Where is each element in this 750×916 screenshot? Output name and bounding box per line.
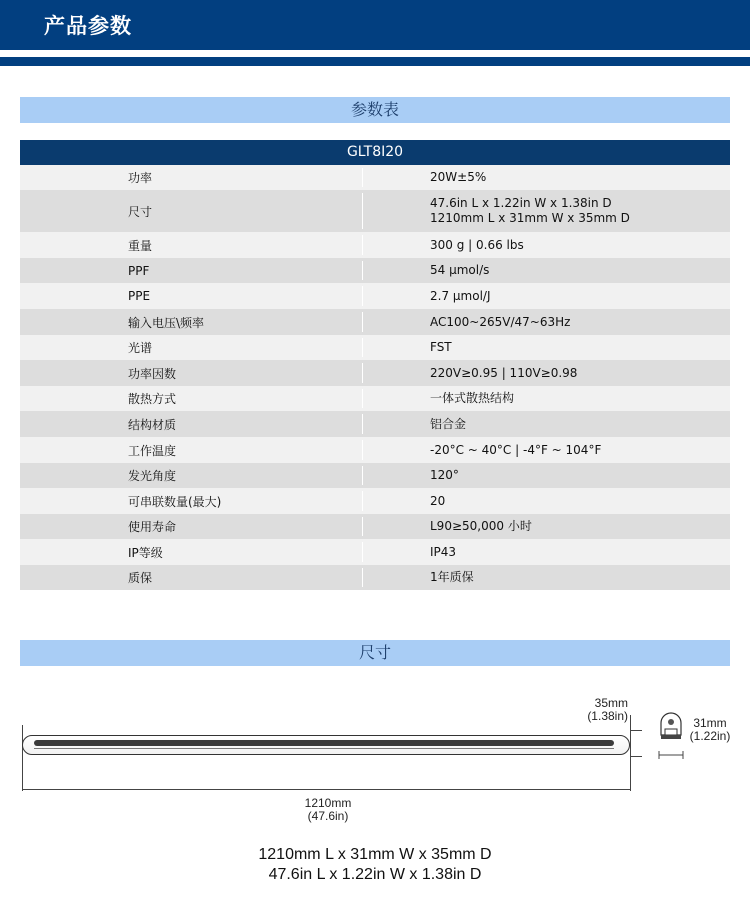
spec-value-line: IP43	[430, 544, 457, 559]
spec-row	[20, 437, 730, 463]
column-separator	[362, 568, 363, 587]
spec-rows	[20, 165, 730, 590]
spec-value	[430, 386, 514, 411]
spec-value-line: 300 g | 0.66 lbs	[430, 237, 524, 252]
spec-value-line: FST	[430, 340, 452, 354]
spec-value-line: 20W±5%	[430, 170, 487, 184]
spec-label: 光谱	[128, 341, 153, 355]
spec-row	[20, 335, 730, 360]
spec-label: PPE	[128, 289, 151, 303]
spec-value	[430, 463, 459, 488]
spec-row	[20, 411, 730, 437]
depth-label: 35mm (1.38in)	[587, 696, 628, 723]
spec-value	[430, 514, 532, 539]
spec-row	[20, 360, 730, 386]
page-header	[0, 0, 750, 50]
column-separator	[362, 466, 363, 485]
right-extension-line	[630, 715, 631, 791]
length-label: 1210mm (47.6in)	[304, 796, 352, 823]
spec-value	[430, 283, 490, 309]
spec-label: 功率	[128, 171, 153, 185]
page-title: 产品参数	[44, 14, 132, 38]
dimension-section-title: 尺寸	[20, 640, 730, 666]
spec-label: 功率因数	[128, 366, 177, 381]
tube-cross-section-icon	[655, 705, 687, 761]
spec-row	[20, 488, 730, 514]
spec-row	[20, 386, 730, 411]
tube-edge-line	[34, 748, 614, 749]
header-divider	[0, 57, 750, 66]
spec-value-line: 一体式散热结构	[430, 391, 515, 405]
depth-tick-top	[630, 730, 642, 731]
spec-value	[430, 437, 601, 463]
spec-label: 质保	[128, 571, 153, 585]
spec-table	[20, 140, 730, 590]
column-separator	[362, 235, 363, 255]
spec-value-line: AC100~265V/47~63Hz	[430, 314, 571, 329]
spec-row	[20, 165, 730, 190]
spec-row	[20, 539, 730, 565]
spec-row	[20, 283, 730, 309]
spec-value	[430, 232, 524, 258]
spec-value-line: 220V≥0.95 | 110V≥0.98	[430, 365, 578, 380]
left-extension-line	[22, 725, 23, 791]
spec-row	[20, 514, 730, 539]
spec-label: 重量	[128, 238, 153, 253]
spec-label: 结构材质	[128, 417, 177, 432]
spec-label: 使用寿命	[128, 520, 177, 534]
spec-value-line: 47.6in L x 1.22in W x 1.38in D	[430, 196, 612, 210]
spec-table-model: GLT8I20	[20, 140, 730, 165]
spec-value-line: L90≥50,000 小时	[430, 519, 532, 533]
column-separator	[362, 286, 363, 306]
spec-value	[430, 565, 474, 590]
column-separator	[362, 542, 363, 562]
spec-value	[430, 309, 570, 335]
spec-value	[430, 539, 456, 565]
spec-row	[20, 232, 730, 258]
spec-value-line: 1210mm L x 31mm W x 35mm D	[430, 211, 630, 225]
depth-tick-bottom	[630, 756, 642, 757]
spec-label: PPF	[128, 263, 150, 278]
width-label: 31mm (1.22in)	[689, 716, 731, 743]
spec-value	[430, 488, 445, 514]
spec-row	[20, 190, 730, 232]
length-dimension-line	[22, 789, 631, 790]
spec-value	[430, 335, 452, 360]
spec-row	[20, 309, 730, 335]
column-separator	[362, 440, 363, 460]
spec-label: 发光角度	[128, 469, 177, 483]
spec-value	[430, 258, 489, 283]
dimension-summary-metric: 1210mm L x 31mm W x 35mm D	[258, 846, 492, 863]
column-separator	[362, 363, 363, 383]
spec-value	[430, 411, 466, 437]
tube-light-strip	[34, 740, 614, 746]
spec-value-line: 1年质保	[430, 570, 474, 584]
spec-value	[430, 360, 577, 386]
column-separator	[362, 338, 363, 357]
spec-value-line: 2.7 μmol/J	[430, 288, 491, 303]
column-separator	[362, 193, 363, 229]
spec-label: 可串联数量(最大)	[128, 494, 222, 509]
spec-row	[20, 463, 730, 488]
spec-label: 输入电压\频率	[128, 315, 205, 330]
spec-row	[20, 565, 730, 590]
spec-value-line: 铝合金	[430, 416, 467, 431]
spec-label: IP等级	[128, 545, 163, 560]
column-separator	[362, 414, 363, 434]
spec-section-title: 参数表	[20, 97, 730, 123]
spec-label: 尺寸	[128, 204, 153, 219]
spec-value-line: 20	[430, 493, 446, 508]
spec-value-line: 54 μmol/s	[430, 263, 490, 277]
column-separator	[362, 312, 363, 332]
column-separator	[362, 389, 363, 408]
column-separator	[362, 491, 363, 511]
dimension-summary-imperial: 47.6in L x 1.22in W x 1.38in D	[268, 866, 482, 883]
spec-value	[430, 190, 630, 232]
spec-row	[20, 258, 730, 283]
column-separator	[362, 261, 363, 280]
spec-value-line: 120°	[430, 468, 459, 482]
spec-label: 散热方式	[128, 392, 177, 406]
spec-value	[430, 165, 486, 190]
column-separator	[362, 168, 363, 187]
spec-value-line: -20°C ~ 40°C | -4°F ~ 104°F	[430, 442, 602, 457]
spec-label: 工作温度	[128, 443, 177, 458]
column-separator	[362, 517, 363, 536]
